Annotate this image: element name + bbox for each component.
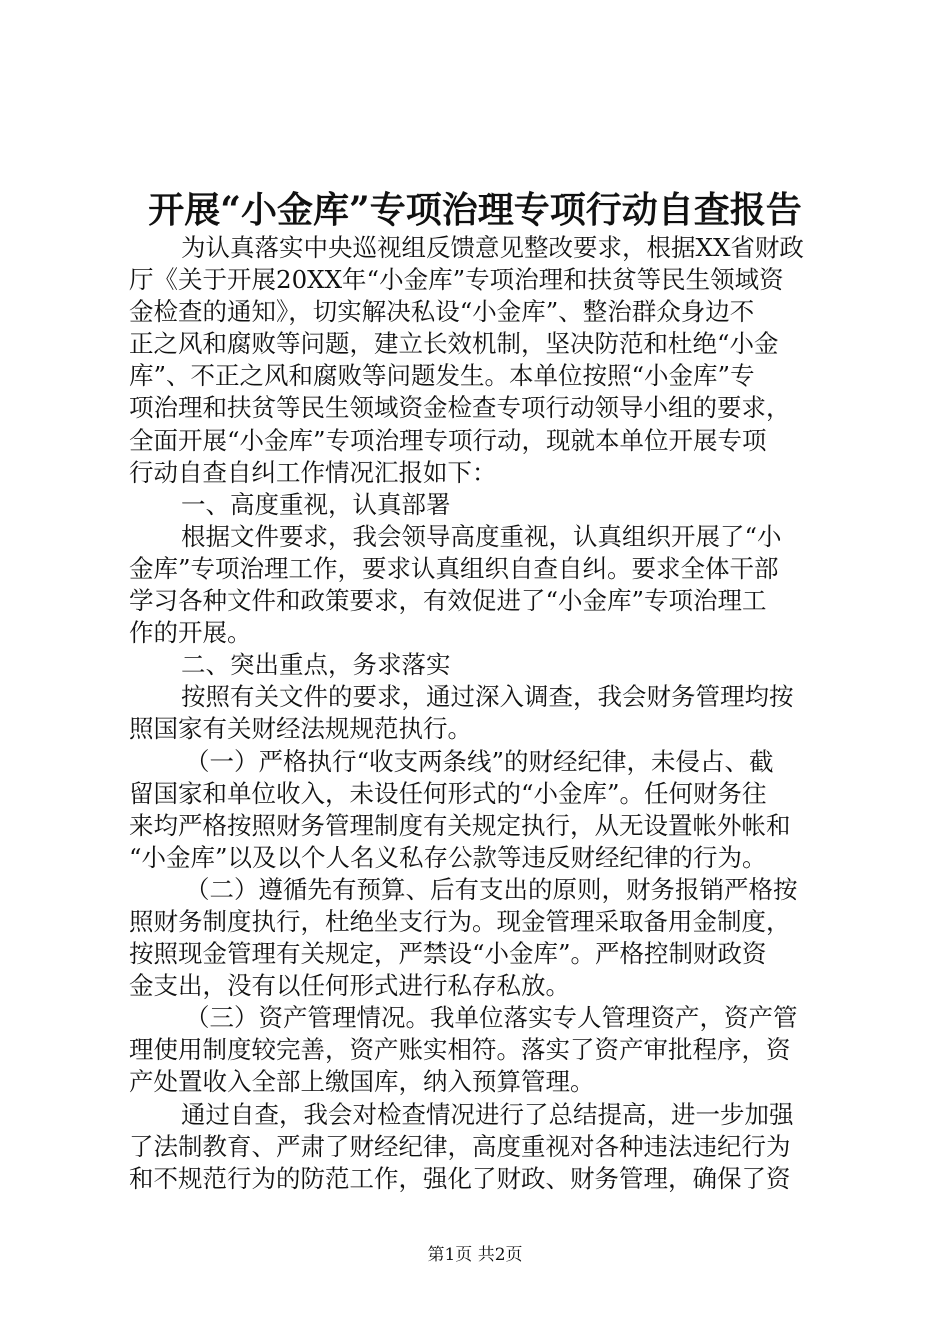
text-line: 金支出，没有以任何形式进行私存私放。 — [129, 971, 570, 1001]
text-line: “小金库”以及以个人名义私存公款等违反财经纪律的行为。 — [129, 842, 767, 872]
text-line: 产处置收入全部上缴国库，纳入预算管理。 — [129, 1067, 595, 1097]
document-title: 开展“小金库”专项治理专项行动自查报告 — [148, 189, 802, 231]
document-body — [129, 232, 833, 1195]
text-line: 行动自查自纠工作情况汇报如下： — [129, 457, 497, 487]
section-heading: 二、突出重点，务求落实 — [181, 650, 451, 680]
text-line: 学习各种文件和政策要求，有效促进了“小金库”专项治理工 — [129, 586, 767, 616]
text-line: （三）资产管理情况。我单位落实专人管理资产，资产管 — [185, 1003, 798, 1033]
text-line: 项治理和扶贫等民生领域资金检查专项行动领导小组的要求， — [129, 393, 791, 423]
text-line: 理使用制度较完善，资产账实相符。落实了资产审批程序，资 — [129, 1035, 791, 1065]
text-line: 金库”专项治理工作，要求认真组织自查自纠。要求全体干部 — [129, 553, 779, 583]
text-line: 来均严格按照财务管理制度有关规定执行，从无设置帐外帐和 — [129, 810, 791, 840]
text-line: 照财务制度执行，杜绝坐支行为。现金管理采取备用金制度， — [129, 906, 791, 936]
text-line: 和不规范行为的防范工作，强化了财政、财务管理，确保了资 — [129, 1163, 791, 1193]
text-line: 库”、不正之风和腐败等问题发生。本单位按照“小金库”专 — [129, 361, 755, 391]
text-line: 了法制教育、严肃了财经纪律，高度重视对各种违法违纪行为 — [129, 1131, 791, 1161]
text-line: 为认真落实中央巡视组反馈意见整改要求，根据XX省财政 — [181, 233, 804, 262]
page-footer: 第1页 共2页 — [427, 1245, 523, 1265]
section-heading: 一、高度重视，认真部署 — [181, 489, 451, 519]
text-line: 照国家有关财经法规规范执行。 — [129, 714, 472, 744]
text-line: 厅《关于开展20XX年“小金库”专项治理和扶贫等民生领域资 — [129, 265, 784, 295]
text-line: 作的开展。 — [129, 618, 252, 648]
text-line: （一）严格执行“收支两条线”的财经纪律，未侵占、截 — [185, 746, 774, 776]
text-line: 根据文件要求，我会领导高度重视，认真组织开展了“小 — [181, 521, 782, 551]
text-line: 正之风和腐败等问题，建立长效机制，坚决防范和杜绝“小金 — [129, 329, 779, 359]
text-line: 全面开展“小金库”专项治理专项行动，现就本单位开展专项 — [129, 425, 767, 455]
text-line: 留国家和单位收入，未设任何形式的“小金库”。任何财务往 — [129, 778, 767, 808]
text-line: 按照现金管理有关规定，严禁设“小金库”。严格控制财政资 — [129, 939, 767, 969]
text-line: 通过自查，我会对检查情况进行了总结提高，进一步加强 — [181, 1099, 794, 1129]
text-line: 金检查的通知》，切实解决私设“小金库”、整治群众身边不 — [129, 297, 755, 327]
text-line: 按照有关文件的要求，通过深入调查，我会财务管理均按 — [181, 682, 794, 712]
text-line: （二）遵循先有预算、后有支出的原则，财务报销严格按 — [185, 874, 798, 904]
